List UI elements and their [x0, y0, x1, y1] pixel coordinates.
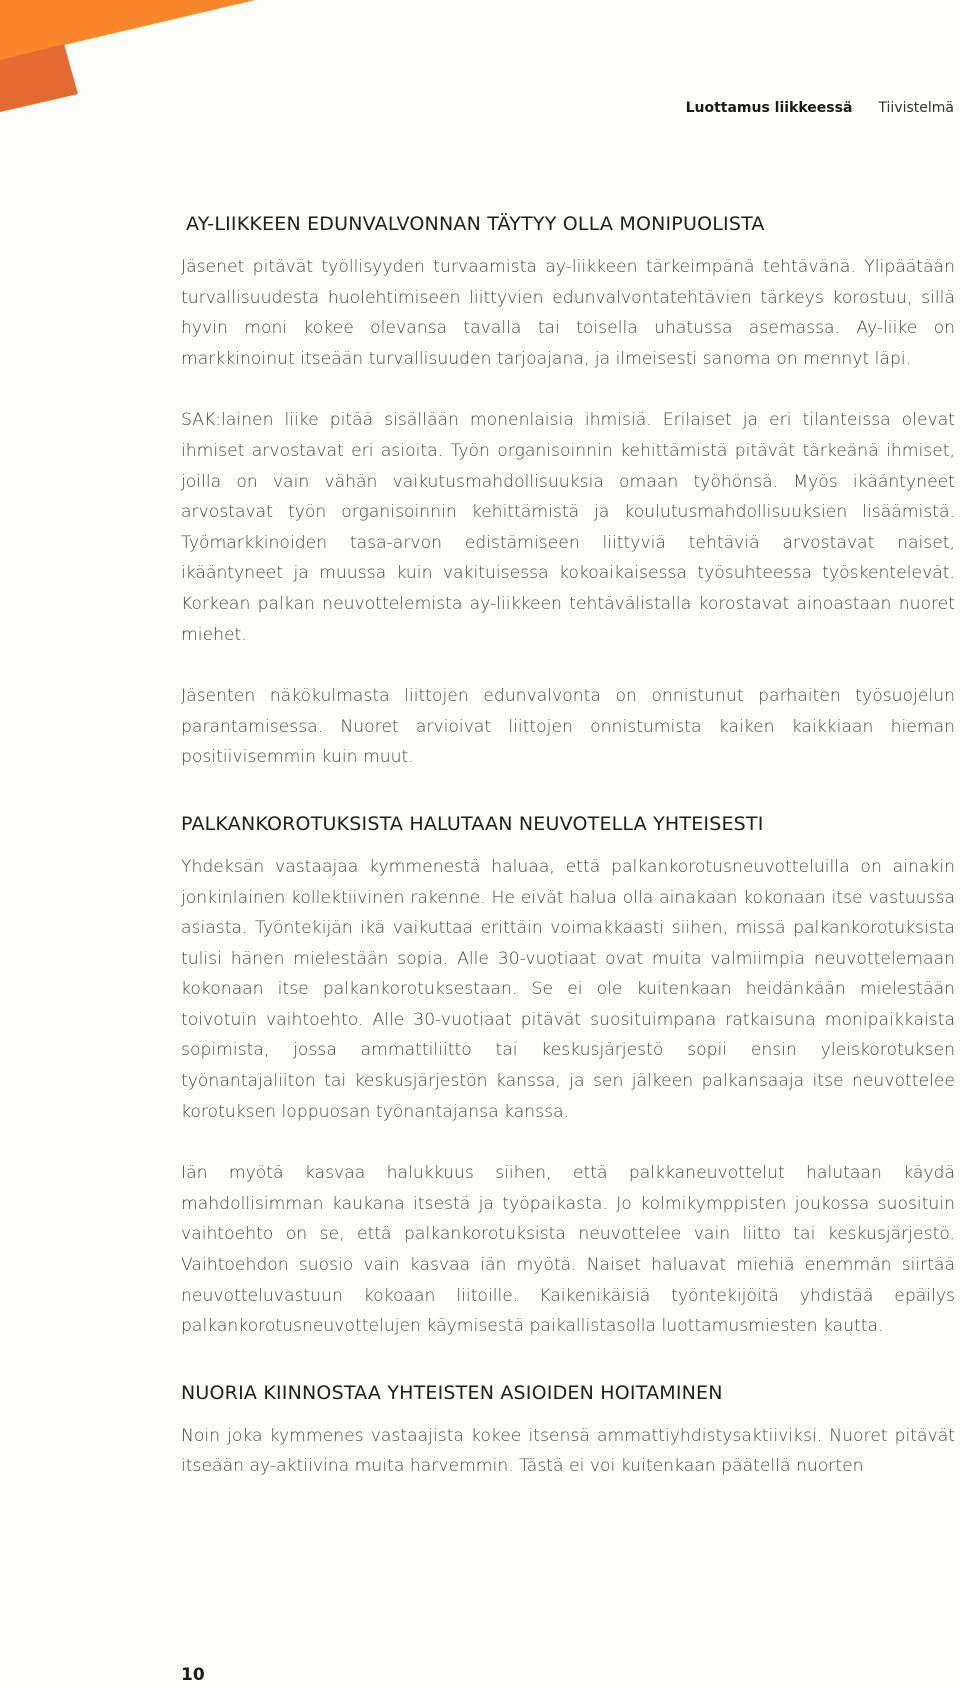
corner-decoration — [0, 0, 260, 120]
running-header — [686, 100, 954, 116]
section-heading: AY-LIIKKEEN EDUNVALVONNAN TÄYTYY OLLA MONIPUOLISTA — [186, 213, 765, 235]
page-number: 10 — [181, 1665, 205, 1685]
paragraph: Jäsenet pitävät työllisyyden turvaamista ay-liikkeen tärkeimpänä tehtävänä. Ylipäätään turvallisuudesta huolehtimiseen liittyvien edunvalvontatehtävien tärkeys korostuu, sillä hyvin moni kokee olevansa tavalla tai toisella uhatussa asemassa. Ay-liike on markkinoinut itseään turvallisuuden tarjoajana, ja ilmeisesti sanoma on mennyt läpi. — [181, 257, 955, 369]
article-body — [181, 212, 955, 1513]
paragraph: SAK:lainen liike pitää sisällään monenlaisia ihmisiä. Erilaiset ja eri tilanteissa olevat ihmiset arvostavat eri asioita. Työn organisoinnin kehittämistä pitävät tärkeänä ihmiset, joilla on vain vähän vaikutusmahdollisuuksia omaan työhönsä. Myös ikääntyneet arvostavat työn organisoinnin kehittämistä ja koulutusmahdollisuuksien lisäämistä. Työmarkkinoiden tasa-arvon edistämiseen liittyviä tehtäviä arvostavat naiset, ikääntyneet ja muussa kuin vakituisessa kokoaikaisessa työsuhteessa työskentelevät. Korkean palkan neuvottelemista ay-liikkeen tehtävälistalla korostavat ainoastaan nuoret miehet. — [181, 410, 955, 645]
publication-title: Luottamus liikkeessä — [685, 100, 853, 116]
section-title: Tiivistelmä — [878, 100, 954, 116]
paragraph: Iän myötä kasvaa halukkuus siihen, että palkkaneuvottelut halutaan käydä mahdollisimman kaukana itsestä ja työpaikasta. Jo kolmikymppisten joukossa suosituin vaihtoehto on se, että palkankorotuksista neuvottelee vain liitto tai keskusjärjestö. Vaihtoehdon suosio vain kasvaa iän myötä. Naiset haluavat miehiä enemmän siirtää neuvotteluvastuun kokoaan liitoille. Kaikenikäisiä työntekijöitä yhdistää epäilys palkankorotusneuvottelujen käymisestä paikallistasolla luottamusmiesten kautta. — [181, 1163, 955, 1337]
paragraph: Noin joka kymmenes vastaajista kokee itsensä ammattiyhdistysaktiiviksi. Nuoret pitävät itseään ay-aktiivina muita harvemmin. Tästä ei voi kuitenkaan päätellä nuorten — [181, 1425, 955, 1477]
section-heading: NUORIA KIINNOSTAA YHTEISTEN ASIOIDEN HOITAMINEN — [181, 1381, 723, 1404]
paragraph: Jäsenten näkökulmasta liittojen edunvalvonta on onnistunut parhaiten työsuojelun parantamisessa. Nuoret arvioivat liittojen onnistumista kaiken kaikkiaan hieman positiivisemmin kuin muut. — [181, 686, 955, 768]
paragraph: Yhdeksän vastaajaa kymmenestä haluaa, että palkankorotusneuvotteluilla on ainakin jonkinlainen kollektiivinen rakenne. He eivät halua olla ainakaan kokonaan itse vastuussa asiasta. Työntekijän ikä vaikuttaa erittäin voimakkaasti siihen, missä palkankorotuksista tulisi hänen mielestään sopia. Alle 30-vuotiaat ovat muita valmiimpia neuvottelemaan kokonaan itse palkankorotuksestaan. Se ei ole kuitenkaan heidänkään mielestään toivotuin vaihtoehto. Alle 30-vuotiaat pitävät suosituimpana ratkaisuna monipaikkaista sopimista, jossa ammattiliitto tai keskusjärjestö sopii ensin yleiskorotuksen työnantajaliiton tai keskusjärjestön kanssa, ja sen jälkeen palkansaaja itse neuvottelee korotuksen loppuosan työnantajansa kanssa. — [181, 856, 955, 1122]
section-heading: PALKANKOROTUKSISTA HALUTAAN NEUVOTELLA YHTEISESTI — [181, 812, 764, 835]
